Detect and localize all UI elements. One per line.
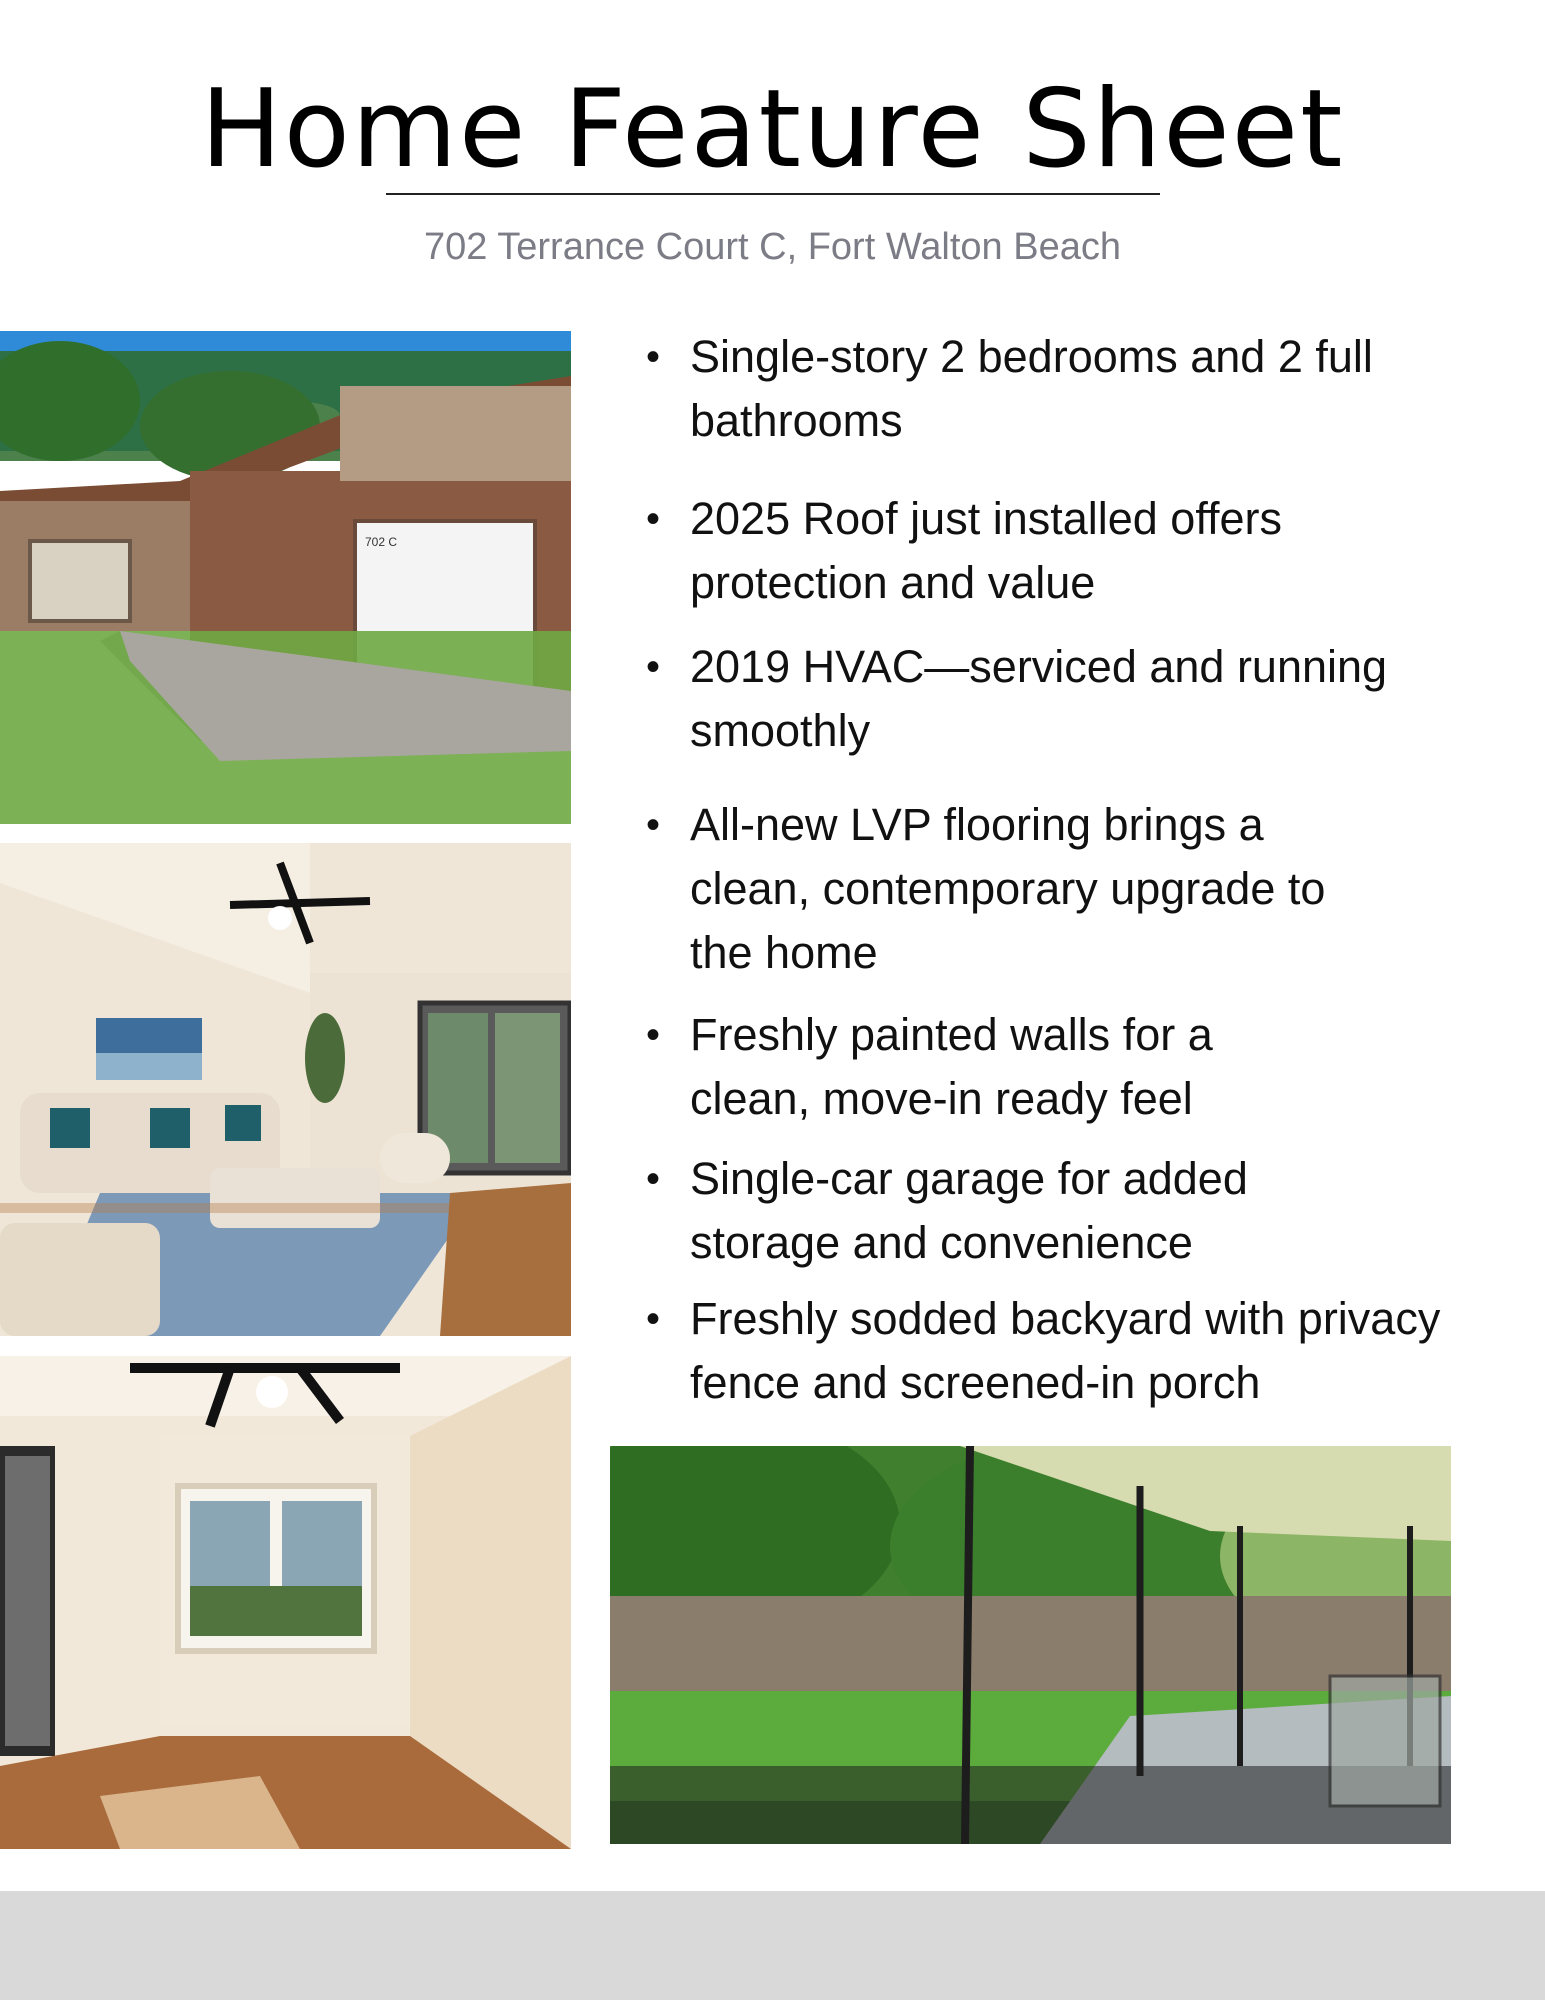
feature-flooring: • All-new LVP flooring brings a clean, contemporary upgrade to the home [640, 793, 1390, 985]
feature-garage: • Single-car garage for added storage and convenience [640, 1147, 1370, 1275]
page-title: Home Feature Sheet [200, 67, 1345, 192]
property-address: 702 Terrance Court C, Fort Walton Beach [424, 226, 1121, 268]
footer-band [0, 1891, 1545, 2000]
feature-backyard: • Freshly sodded backyard with privacy fence and screened-in porch [640, 1287, 1490, 1415]
exterior-photo [0, 331, 571, 824]
feature-hvac: • 2019 HVAC—serviced and running smoothly [640, 635, 1480, 763]
living-room-photo [0, 843, 571, 1336]
bedroom-photo [0, 1356, 571, 1849]
feature-bedrooms-bathrooms: • Single-story 2 bedrooms and 2 full bathrooms [640, 325, 1480, 453]
feature-list [640, 325, 1480, 1415]
feature-paint: • Freshly painted walls for a clean, move-in ready feel [640, 1003, 1330, 1131]
screened-porch-photo [610, 1446, 1451, 1844]
title-underline [386, 193, 1160, 195]
feature-roof: • 2025 Roof just installed offers protection and value [640, 487, 1480, 615]
house-number-text: 702 C [365, 535, 398, 549]
